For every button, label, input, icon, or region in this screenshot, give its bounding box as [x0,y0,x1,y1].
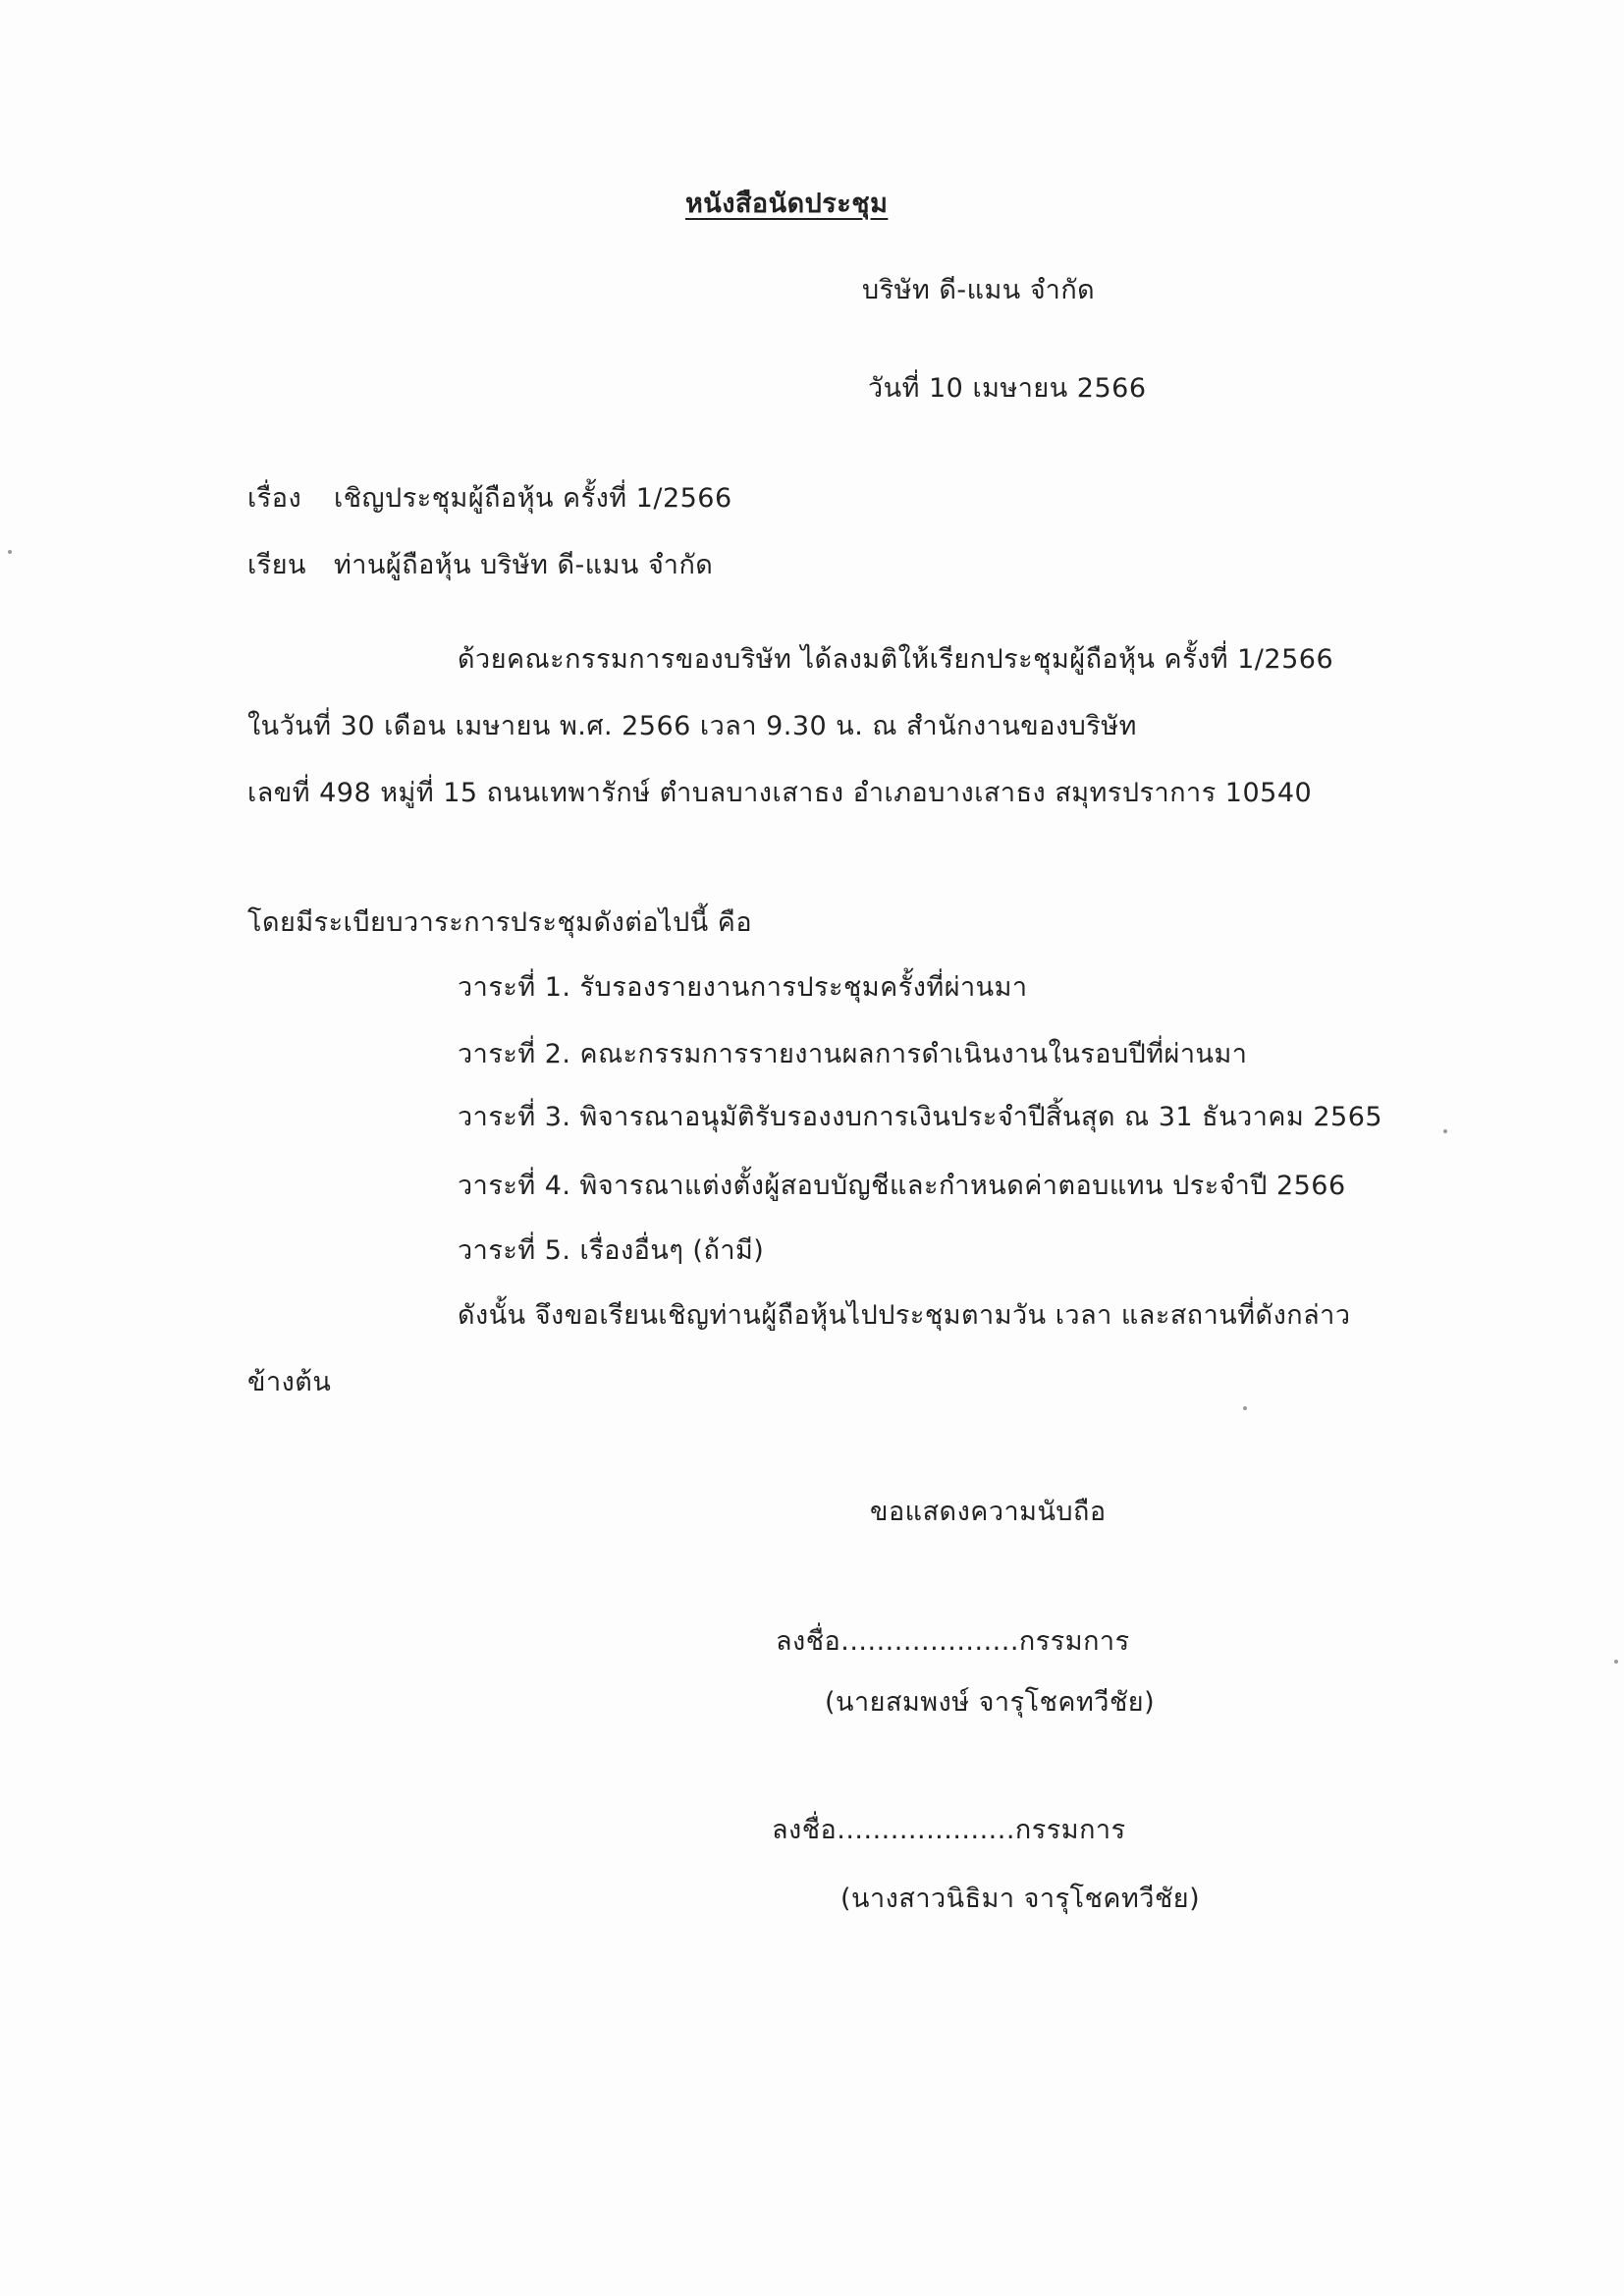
signatory-name-2: (นางสาวนิธิมา จารุโชคทวีชัย) [840,1884,1201,1914]
body-line-3: เลขที่ 498 หมู่ที่ 15 ถนนเทพารักษ์ ตำบลบางเสาธง อำเภอบางเสาธง สมุทรปราการ 10540 [247,778,1313,808]
document-title: หนังสือนัดประชุม [685,189,889,219]
body-line-1: ด้วยคณะกรรมการของบริษัท ได้ลงมติให้เรียกประชุมผู้ถือหุ้น ครั้งที่ 1/2566 [458,644,1334,675]
body-line-2: ในวันที่ 30 เดือน เมษายน พ.ศ. 2566 เวลา 9.30 น. ณ สำนักงานของบริษัท [247,711,1137,741]
closing-line-2: ข้างต้น [247,1367,332,1397]
agenda-item: วาระที่ 1. รับรองรายงานการประชุมครั้งที่ผ่านมา [458,972,1028,1003]
agenda-item: วาระที่ 5. เรื่องอื่นๆ (ถ้ามี) [458,1235,765,1266]
agenda-item: วาระที่ 4. พิจารณาแต่งตั้งผู้สอบบัญชีและกำหนดค่าตอบแทน ประจำปี 2566 [458,1171,1346,1201]
signatory-name-1: (นายสมพงษ์ จารุโชคทวีชัย) [825,1687,1156,1718]
scan-speck [1243,1406,1247,1410]
agenda-item: วาระที่ 3. พิจารณาอนุมัติรับรองงบการเงินประจำปีสิ้นสุด ณ 31 ธันวาคม 2565 [458,1102,1383,1132]
subject-text: เชิญประชุมผู้ถือหุ้น ครั้งที่ 1/2566 [334,483,732,514]
subject-label: เรื่อง [247,483,302,514]
regards-text: ขอแสดงความนับถือ [870,1497,1107,1527]
signature-line-1: ลงชื่อ....................กรรมการ [776,1626,1130,1657]
scan-speck [1443,1129,1447,1133]
company-name: บริษัท ดี-แมน จำกัด [862,275,1096,305]
recipient-text: ท่านผู้ถือหุ้น บริษัท ดี-แมน จำกัด [334,550,714,580]
agenda-intro: โดยมีระเบียบวาระการประชุมดังต่อไปนี้ คือ [247,907,753,938]
recipient-label: เรียน [247,550,307,580]
closing-line-1: ดังนั้น จึงขอเรียนเชิญท่านผู้ถือหุ้นไปประชุมตามวัน เวลา และสถานที่ดังกล่าว [458,1300,1351,1331]
scan-speck [8,550,12,554]
document-date: วันที่ 10 เมษายน 2566 [868,373,1147,404]
scan-speck [1614,1660,1618,1664]
signature-line-2: ลงชื่อ....................กรรมการ [772,1815,1126,1845]
agenda-item: วาระที่ 2. คณะกรรมการรายงานผลการดำเนินงานในรอบปีที่ผ่านมา [458,1039,1248,1069]
